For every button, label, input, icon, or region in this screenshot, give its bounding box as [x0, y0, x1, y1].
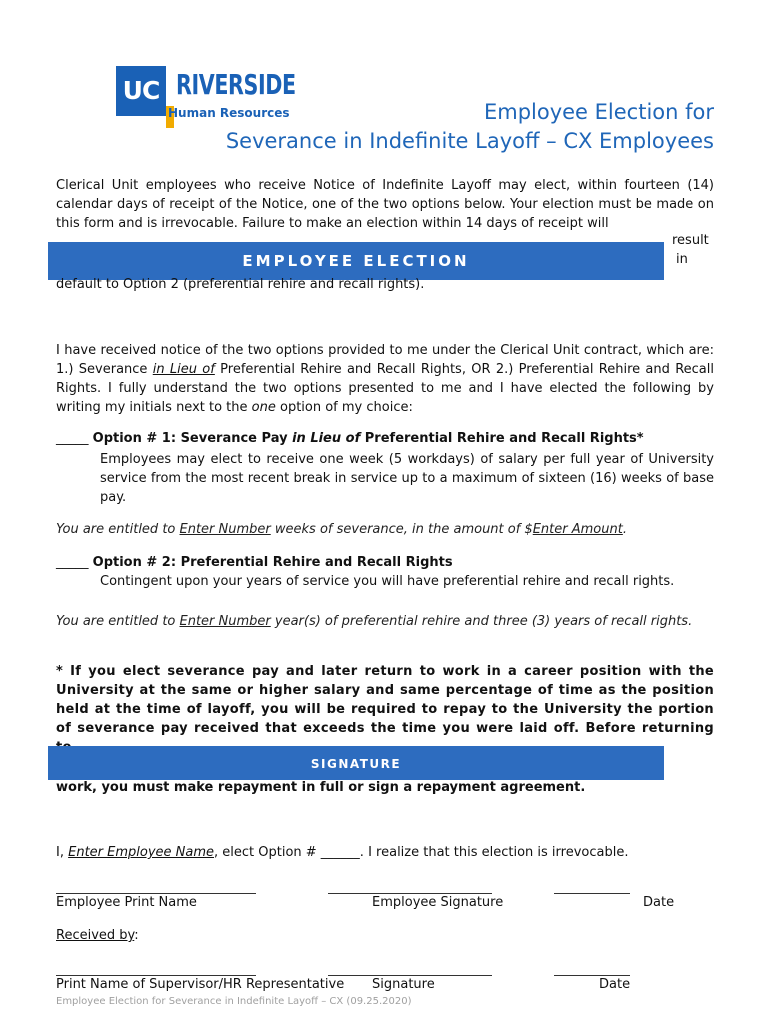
option2-heading: _____ Option # 2: Preferential Rehire and Recall Rights	[56, 555, 453, 570]
employee-signature-line[interactable]	[328, 892, 492, 894]
option1-description: Employees may elect to receive one week (5 workdays) of salary per full year of University service from the most recent break in service up to a maximum of sixteen (16) weeks of base pay.	[100, 452, 714, 505]
option1-heading: _____ Option # 1: Severance Pay in Lieu of Preferential Rehire and Recall Rights*	[56, 431, 644, 446]
supervisor-signature-label: Signature	[372, 977, 435, 992]
footnote-tail: work, you must make repayment in full or sign a repayment agreement.	[56, 780, 586, 795]
received-by-label: Received by:	[56, 928, 139, 943]
option1-initials-blank[interactable]: _____	[56, 431, 89, 446]
employee-election-header: EMPLOYEE ELECTION	[48, 242, 664, 280]
option1-entitlement: You are entitled to Enter Number weeks of severance, in the amount of $Enter Amount.	[56, 522, 627, 537]
employee-name-field[interactable]: Enter Employee Name	[68, 845, 215, 860]
employee-date-label: Date	[643, 895, 675, 910]
intro-overflow-word-1: result	[672, 233, 709, 248]
signature-header: SIGNATURE	[48, 746, 664, 780]
page-title-line2: Severance in Indefinite Layoff – CX Employees	[225, 129, 714, 153]
supervisor-print-name-line[interactable]	[56, 974, 256, 976]
intro-tail: default to Option 2 (preferential rehire and recall rights).	[56, 277, 425, 292]
supervisor-date-label: Date	[599, 977, 631, 992]
severance-amount-field[interactable]: Enter Amount	[532, 522, 623, 537]
option2-initials-blank[interactable]: _____	[56, 555, 89, 570]
intro-paragraph: Clerical Unit employees who receive Notice of Indefinite Layoff may elect, within fourteen (14) calendar days of receipt of the Notice, one of the two options below. Your election must be made on this form and is irrevocable. Failure to make an election within 14 days of receipt will	[56, 178, 714, 231]
notice-paragraph: I have received notice of the two options provided to me under the Clerical Unit contract, which are: 1.) Severance in Lieu of Preferential Rehire and Recall Rights, OR 2.) Preferential Rehire and Recall Rights. I fully understand the two options presented to me and I have elected the following by writing my initials next to the one option of my choice:	[56, 343, 714, 415]
option2-description: Contingent upon your years of service you will have preferential rehire and recall rights.	[100, 574, 675, 589]
repayment-footnote: * If you elect severance pay and later return to work in a career position with the University at the same or higher salary and same percentage of time as the position held at the time of layoff, you will be required to repay to the University the portion of severance pay received that exceeds the time you were laid off. Before returning	[56, 664, 714, 736]
page-title-line1: Employee Election for	[483, 100, 714, 124]
rehire-years-field[interactable]: Enter Number	[179, 614, 271, 629]
employee-print-name-line[interactable]	[56, 892, 256, 894]
severance-weeks-field[interactable]: Enter Number	[179, 522, 271, 537]
employee-date-line[interactable]	[554, 892, 630, 894]
document-footer: Employee Election for Severance in Indefinite Layoff – CX (09.25.2020)	[56, 996, 412, 1007]
supervisor-date-line[interactable]	[554, 974, 630, 976]
employee-signature-label: Employee Signature	[372, 895, 504, 910]
employee-print-name-label: Employee Print Name	[56, 895, 197, 910]
logo-subtitle: Human Resources	[168, 106, 290, 120]
election-statement: I, Enter Employee Name, elect Option # ______. I realize that this election is irrevocable.	[56, 845, 629, 860]
intro-overflow-word-2: in	[676, 252, 688, 267]
uc-riverside-logo	[116, 66, 306, 126]
uc-logo-mark: UC	[116, 66, 166, 116]
supervisor-signature-line[interactable]	[328, 974, 492, 976]
supervisor-print-name-label: Print Name of Supervisor/HR Representative	[56, 977, 345, 992]
logo-wordmark: RIVERSIDE	[176, 68, 296, 101]
option2-entitlement: You are entitled to Enter Number year(s) of preferential rehire and three (3) years of recall rights.	[56, 614, 693, 629]
